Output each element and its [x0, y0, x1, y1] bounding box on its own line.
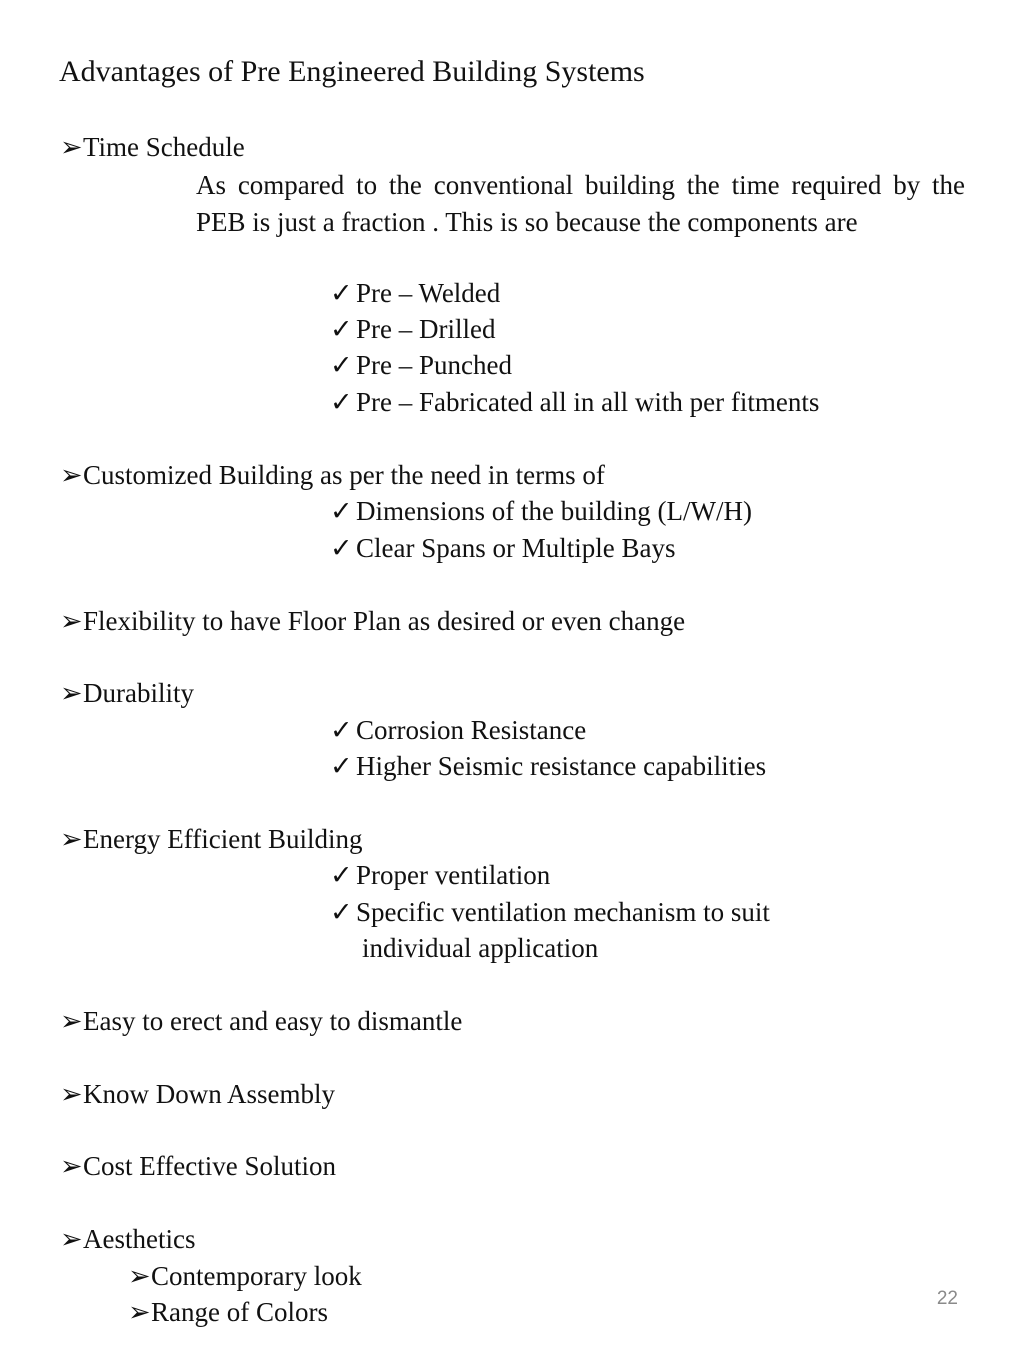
sub-bullet-text: Proper ventilation — [356, 860, 551, 890]
sub-bullet-dimensions — [330, 493, 752, 529]
bullet-text: Know Down Assembly — [83, 1079, 336, 1109]
sub-bullet-text: Specific ventilation mechanism to suit — [356, 897, 770, 927]
bullet-text: Durability — [83, 678, 194, 708]
sub-bullet-text: Higher Seismic resistance capabilities — [356, 751, 767, 781]
sub-bullet-specific-ventilation — [330, 894, 770, 930]
bullet-text: Aesthetics — [83, 1224, 196, 1254]
sub-bullet-corrosion — [330, 712, 586, 748]
sub-bullet-text: Pre – Fabricated all in all with per fitments — [356, 387, 820, 417]
sub-bullet-range-colors — [128, 1294, 328, 1330]
bullet-time-schedule — [60, 129, 245, 165]
arrow-bullet-icon: ➢ — [60, 460, 83, 490]
sub-bullet-pre-welded — [330, 275, 500, 311]
sub-bullet-pre-fabricated — [330, 384, 819, 420]
check-bullet-icon: ✓ — [330, 533, 353, 563]
bullet-knock-down — [60, 1076, 335, 1112]
arrow-bullet-icon: ➢ — [128, 1297, 151, 1327]
time-schedule-description: As compared to the conventional building the time required by the PEB is just a fraction . This is so because the components are — [196, 170, 965, 237]
sub-bullet-pre-punched — [330, 347, 512, 383]
bullet-text: Time Schedule — [83, 132, 245, 162]
check-bullet-icon: ✓ — [330, 496, 353, 526]
check-bullet-icon: ✓ — [330, 715, 353, 745]
slide-title: Advantages of Pre Engineered Building Systems — [59, 55, 645, 88]
bullet-durability — [60, 675, 194, 711]
bullet-text: Cost Effective Solution — [83, 1151, 336, 1181]
sub-bullet-clear-spans — [330, 530, 675, 566]
sub-bullet-continuation: individual application — [362, 933, 599, 963]
bullet-text: Easy to erect and easy to dismantle — [83, 1006, 463, 1036]
arrow-bullet-icon: ➢ — [60, 1151, 83, 1181]
page-number: 22 — [936, 1288, 958, 1309]
bullet-easy-erect — [60, 1003, 462, 1039]
sub-bullet-seismic — [330, 748, 766, 784]
arrow-bullet-icon: ➢ — [60, 824, 83, 854]
sub-bullet-proper-ventilation — [330, 857, 550, 893]
sub-bullet-text: Pre – Welded — [356, 278, 501, 308]
arrow-bullet-icon: ➢ — [128, 1261, 151, 1291]
arrow-bullet-icon: ➢ — [60, 1006, 83, 1036]
bullet-flexibility — [60, 603, 685, 639]
sub-bullet-text: Corrosion Resistance — [356, 715, 587, 745]
bullet-cost-effective — [60, 1148, 336, 1184]
arrow-bullet-icon: ➢ — [60, 606, 83, 636]
arrow-bullet-icon: ➢ — [60, 678, 83, 708]
check-bullet-icon: ✓ — [330, 860, 353, 890]
sub-bullet-text: Contemporary look — [151, 1261, 362, 1291]
arrow-bullet-icon: ➢ — [60, 1079, 83, 1109]
check-bullet-icon: ✓ — [330, 387, 353, 417]
sub-bullet-text: Dimensions of the building (L/W/H) — [356, 496, 752, 526]
arrow-bullet-icon: ➢ — [60, 1224, 83, 1254]
sub-bullet-pre-drilled — [330, 311, 495, 347]
sub-bullet-contemporary — [128, 1258, 362, 1294]
check-bullet-icon: ✓ — [330, 897, 353, 927]
bullet-energy-efficient — [60, 821, 362, 857]
bullet-text: Energy Efficient Building — [83, 824, 363, 854]
bullet-text: Flexibility to have Floor Plan as desired or even change — [83, 606, 686, 636]
bullet-customized-building — [60, 457, 605, 493]
sub-bullet-text: Range of Colors — [151, 1297, 328, 1327]
sub-bullet-text: Pre – Punched — [356, 350, 512, 380]
arrow-bullet-icon: ➢ — [60, 132, 83, 162]
check-bullet-icon: ✓ — [330, 314, 353, 344]
bullet-text: Customized Building as per the need in terms of — [83, 460, 605, 490]
bullet-aesthetics — [60, 1221, 195, 1257]
check-bullet-icon: ✓ — [330, 350, 353, 380]
sub-bullet-text: Pre – Drilled — [356, 314, 496, 344]
sub-bullet-text: Clear Spans or Multiple Bays — [356, 533, 676, 563]
check-bullet-icon: ✓ — [330, 751, 353, 781]
check-bullet-icon: ✓ — [330, 278, 353, 308]
